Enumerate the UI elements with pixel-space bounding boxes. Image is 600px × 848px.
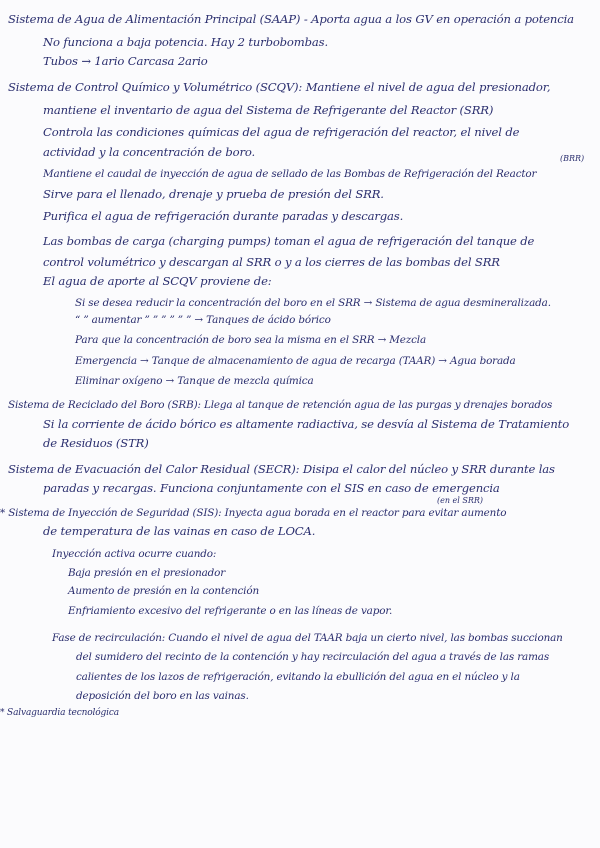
note-line: paradas y recargas. Funciona conjuntamente con el SIS en caso de emergencia (43, 481, 500, 495)
note-annotation: (BRR) (560, 154, 585, 163)
note-line: * Sistema de Inyección de Seguridad (SIS): Inyecta agua borada en el reactor para evitar aumento (0, 507, 507, 519)
note-line: El agua de aporte al SCQV proviene de: (43, 274, 272, 288)
note-line: de Residuos (STR) (43, 436, 149, 450)
note-line: Sistema de Agua de Alimentación Principal (SAAP) - Aporta agua a los GV en operación a potencia (8, 12, 574, 26)
note-line: del sumidero del recinto de la contención y hay recirculación del agua a través de las ramas (76, 651, 549, 663)
note-line: calientes de los lazos de refrigeración, evitando la ebullición del agua en el núcleo y la (76, 671, 520, 683)
note-line: actividad y la concentración de boro. (43, 145, 256, 159)
note-line: Si se desea reducir la concentración del boro en el SRR → Sistema de agua desmineralizada. (75, 297, 551, 309)
note-line: Si la corriente de ácido bórico es altamente radiactiva, se desvía al Sistema de Tratamiento (43, 417, 570, 431)
note-line: Mantiene el caudal de inyección de agua de sellado de las Bombas de Refrigeración del Reactor (43, 168, 537, 180)
note-line: Emergencia → Tanque de almacenamiento de agua de recarga (TAAR) → Agua borada (75, 355, 516, 367)
note-line: Las bombas de carga (charging pumps) toman el agua de refrigeración del tanque de (43, 234, 535, 248)
note-annotation: (en el SRR) (437, 496, 484, 505)
note-line: Sistema de Reciclado del Boro (SRB): Llega al tanque de retención agua de las purgas y drenajes borados (8, 399, 553, 411)
note-line: Sistema de Evacuación del Calor Residual (SECR): Disipa el calor del núcleo y SRR durante las (8, 462, 555, 476)
note-line: Controla las condiciones químicas del agua de refrigeración del reactor, el nivel de (43, 125, 520, 139)
note-line: de temperatura de las vainas en caso de LOCA. (43, 524, 316, 538)
note-line: Sirve para el llenado, drenaje y prueba de presión del SRR. (43, 187, 384, 201)
note-line: Para que la concentración de boro sea la misma en el SRR → Mezcla (75, 334, 426, 346)
note-line: control volumétrico y descargan al SRR o y a los cierres de las bombas del SRR (43, 255, 500, 269)
note-line: deposición del boro en las vainas. (76, 690, 249, 702)
note-line: Eliminar oxígeno → Tanque de mezcla química (75, 375, 314, 387)
note-line: Fase de recirculación: Cuando el nivel de agua del TAAR baja un cierto nivel, las bombas succionan (52, 632, 563, 644)
note-line: Inyección activa ocurre cuando: (52, 548, 217, 560)
note-line: Tubos → 1ario Carcasa 2ario (43, 54, 208, 68)
note-line: Enfriamiento excesivo del refrigerante o en las líneas de vapor. (68, 605, 393, 617)
note-line: No funciona a baja potencia. Hay 2 turbobombas. (43, 35, 328, 49)
footnote-line: * Salvaguardia tecnológica (0, 708, 119, 718)
note-line: mantiene el inventario de agua del Sistema de Refrigerante del Reactor (SRR) (43, 103, 494, 117)
note-line: Aumento de presión en la contención (68, 585, 259, 597)
note-line: Sistema de Control Químico y Volumétrico (SCQV): Mantiene el nivel de agua del presionador, (8, 80, 551, 94)
note-line: Purifica el agua de refrigeración durante paradas y descargas. (43, 209, 404, 223)
note-line: “ ” aumentar ” ” ” ” ” ” → Tanques de ácido bórico (75, 314, 331, 326)
note-line: Baja presión en el presionador (68, 567, 226, 579)
